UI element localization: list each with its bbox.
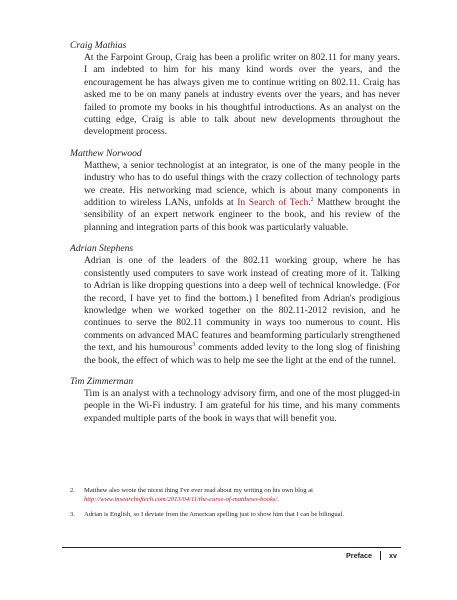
footnote-body: Matthew also wrote the nicest thing I've ever read about my writing on his own blog at <box>84 487 313 494</box>
entry-text: Matthew, a senior technologist at an integrator, is one of the many people in the industry who has to do useful things with the crazy collection of technology parts we create. His networking mad science, which is about many components in addition to wireless LANs, unfolds at <box>84 159 400 209</box>
entry-text: Matthew brought the sensibility of an expert network engineer to the book, and his review of the planning and integration parts of this book was particularly valuable. <box>84 197 400 233</box>
entry-name-matthew: Matthew Norwood <box>70 147 142 159</box>
entry-body-matthew <box>84 160 400 234</box>
footnote-ref-3[interactable]: 3 <box>192 341 196 348</box>
entry-text: comments added levity to the long slog of finishing the book, the effect of which was to help me see the light at the end of the tunnel. <box>84 342 400 366</box>
entry-body-craig: At the Farpoint Group, Craig has been a prolific writer on 802.11 for many years. I am indebted to him for his many kind words over the years, and the encouragement he has always given me to continue writing on 802.11. Craig has asked me to be on many panels at industry events over the years, and has never failed to promote my books in his thoughtful introductions. As an analyst on the cutting edge, Craig is able to talk about new developments throughout the development process. <box>84 52 400 138</box>
footnote-3 <box>70 511 400 520</box>
page-footer <box>346 551 397 560</box>
footnote-punct: . <box>277 495 279 503</box>
blog-url-link[interactable]: http://www.insearchoftech.com/2013/04/11/the-curse-of-matthews-books/ <box>84 495 278 503</box>
entry-name-adrian: Adrian Stephens <box>70 243 134 255</box>
entry-name-craig: Craig Mathias <box>70 40 127 51</box>
page-number: xv <box>389 551 397 560</box>
footnote-ref-2[interactable]: 2 <box>310 196 314 203</box>
footnote-number: 3. <box>70 511 75 519</box>
entry-text: Adrian is one of the leaders of the 802.11 working group, where he has consistently used computers to save work instead of creating more of it. Talking to Adrian is like dropping questions into a deep well of technical knowledge. (For the record, I have yet to find the bottom.) I benefited from Adrian's prodigious knowledge when we worked together on the 802.11-2012 revision, and he continues to serve the 802.11 community in ways too numerous to count. His comments on advanced MAC features and beamforming particularly strengthened the text, and his humourous <box>84 255 400 354</box>
footnotes <box>70 487 400 527</box>
in-search-of-tech-link[interactable]: In Search of Tech. <box>237 197 311 209</box>
footer-separator <box>380 551 381 560</box>
footnote-2 <box>70 487 400 504</box>
footnote-text: Adrian is English, so I deviate from the American spelling just to show him that I can be bilingual. <box>84 511 345 519</box>
entry-name-tim: Tim Zimmerman <box>70 375 134 387</box>
acknowledgements-list <box>70 40 400 434</box>
footer-section: Preface <box>346 551 372 560</box>
footnote-number: 2. <box>70 487 75 494</box>
entry-body-adrian <box>84 255 400 367</box>
footnote-text <box>84 487 400 504</box>
entry-body-tim: Tim is an analyst with a technology advisory firm, and one of the most plugged-in people in the Wi-Fi industry. I am grateful for his time, and his many comments expanded multiple parts of the book in ways that will benefit you. <box>84 387 400 424</box>
footer-divider <box>62 547 401 548</box>
